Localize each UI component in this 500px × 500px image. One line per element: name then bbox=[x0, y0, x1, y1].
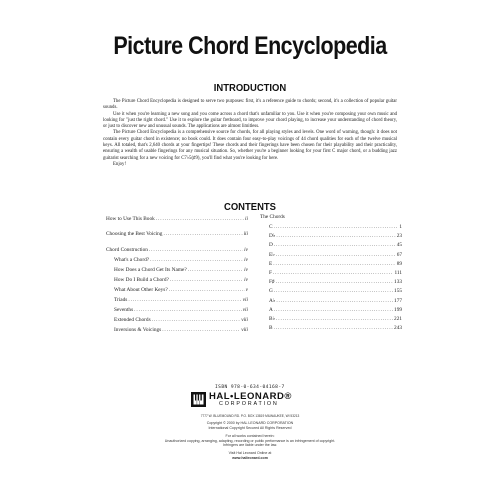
toc-entry: Choosing the Best Voicing ..... iii bbox=[106, 231, 248, 237]
toc-entry: Chord Construction ..... iv bbox=[106, 247, 248, 253]
intro-paragraph: Use it when you're learning a new song and you come across a chord that's unfamiliar to you. Use it when you're composing your own music and looking for "just the right chord." Use it to explore the guitar fretboard, to improve your chord playing, to increase your understanding of chord theory, or just to discover new and unusual sounds. The applications are almost limitless. bbox=[103, 111, 397, 130]
notice-line: Unauthorized copying, arranging, adapting, recording or public performance is an infringement of copyright. bbox=[164, 438, 336, 443]
contents-heading: CONTENTS bbox=[224, 201, 276, 213]
toc-entry: Extended Chords ..... viii bbox=[106, 317, 248, 323]
website-url: www.halleonard.com bbox=[232, 455, 268, 460]
toc-chord-entry: B ..... 243 bbox=[269, 325, 402, 331]
introduction-text bbox=[103, 99, 397, 168]
publisher-name: HAL•LEONARD® bbox=[209, 391, 292, 402]
introduction-heading: INTRODUCTION bbox=[213, 82, 287, 94]
toc-entry: What's a Chord? ..... iv bbox=[106, 257, 248, 263]
copyright-line: International Copyright Secured All Rights Reserved bbox=[208, 425, 292, 430]
toc-chord-entry: B♭ ..... 221 bbox=[269, 316, 402, 322]
publisher-address: 7777 W. BLUEMOUND RD. P.O. BOX 13819 MILWAUKEE, WI 53213 bbox=[200, 414, 300, 418]
copyright-block bbox=[0, 421, 500, 430]
isbn: ISBN 978-0-634-04168-7 bbox=[215, 385, 285, 390]
contents-right-column bbox=[260, 214, 402, 334]
toc-chord-entry: A♭ ..... 177 bbox=[269, 298, 402, 304]
keyboard-logo-icon bbox=[191, 392, 206, 407]
toc-chord-entry: A ..... 199 bbox=[269, 307, 402, 313]
toc-chord-entry: D ..... 45 bbox=[269, 242, 402, 248]
visit-block bbox=[0, 451, 500, 460]
toc-entry: How to Use This Book ..... ii bbox=[106, 216, 248, 222]
toc-chord-entry: C ..... 1 bbox=[269, 224, 402, 230]
contents-left-column bbox=[106, 214, 248, 334]
visit-line: Visit Hal Leonard Online at bbox=[228, 451, 272, 455]
intro-paragraph: Enjoy! bbox=[113, 161, 127, 167]
toc-chord-entry: E♭ ..... 67 bbox=[269, 252, 402, 258]
publisher-corporation: CORPORATION bbox=[219, 400, 279, 407]
toc-entry: Inversions & Voicings ..... viii bbox=[106, 327, 248, 333]
intro-paragraph: The Picture Chord Encyclopedia is designed to serve two purposes: first, it's a reference guide to chords; second, it's a collection of popular guitar sounds. bbox=[103, 99, 397, 111]
toc-chord-entry: D♭ ..... 23 bbox=[269, 233, 402, 239]
toc-entry: Sevenths ..... vii bbox=[106, 307, 248, 313]
toc-chord-entry: F♯ ..... 133 bbox=[269, 279, 402, 285]
notice-line: Infringers are liable under the law. bbox=[223, 443, 277, 448]
toc-chord-entry: E ..... 89 bbox=[269, 261, 402, 267]
copyright-line: Copyright © 2000 by HAL LEONARD CORPORATION bbox=[206, 421, 294, 425]
notice-block bbox=[0, 434, 500, 448]
publisher-logo bbox=[191, 392, 311, 410]
page-title: Picture Chord Encyclopedia bbox=[113, 32, 387, 60]
toc-chord-entry: G ..... 155 bbox=[269, 288, 402, 294]
notice-line: For all works contained herein: bbox=[225, 434, 275, 438]
intro-paragraph: The Picture Chord Encyclopedia is a comprehensive source for chords, for all playing styles and levels. One word of warning, though: it does not contain every guitar chord in existence; no book could. It does contain four easy-to-play voicings of 44 chord qualities for each of the twelve musical keys. All totaled, that's 2,640 chords at your fingertips! These chords and their fingerings have been chosen for their playability and their practicality, ensuring a wealth of usable fingerings for any musical situation. So, whether you're a beginner looking for your first C major chord, or a budding jazz guitarist searching for a new voicing for C7♭5(♯9), you'll find what you're looking for here. bbox=[103, 130, 397, 161]
toc-entry: What About Other Keys? ..... v bbox=[106, 287, 248, 293]
toc-entry: How Do I Build a Chord? ..... iv bbox=[106, 277, 248, 283]
toc-chord-entry: F ..... 111 bbox=[269, 270, 402, 276]
chords-heading: The Chords bbox=[260, 214, 285, 220]
toc-entry: Triads ..... vii bbox=[106, 297, 248, 303]
toc-entry: How Does a Chord Get Its Name? ..... iv bbox=[106, 267, 248, 273]
